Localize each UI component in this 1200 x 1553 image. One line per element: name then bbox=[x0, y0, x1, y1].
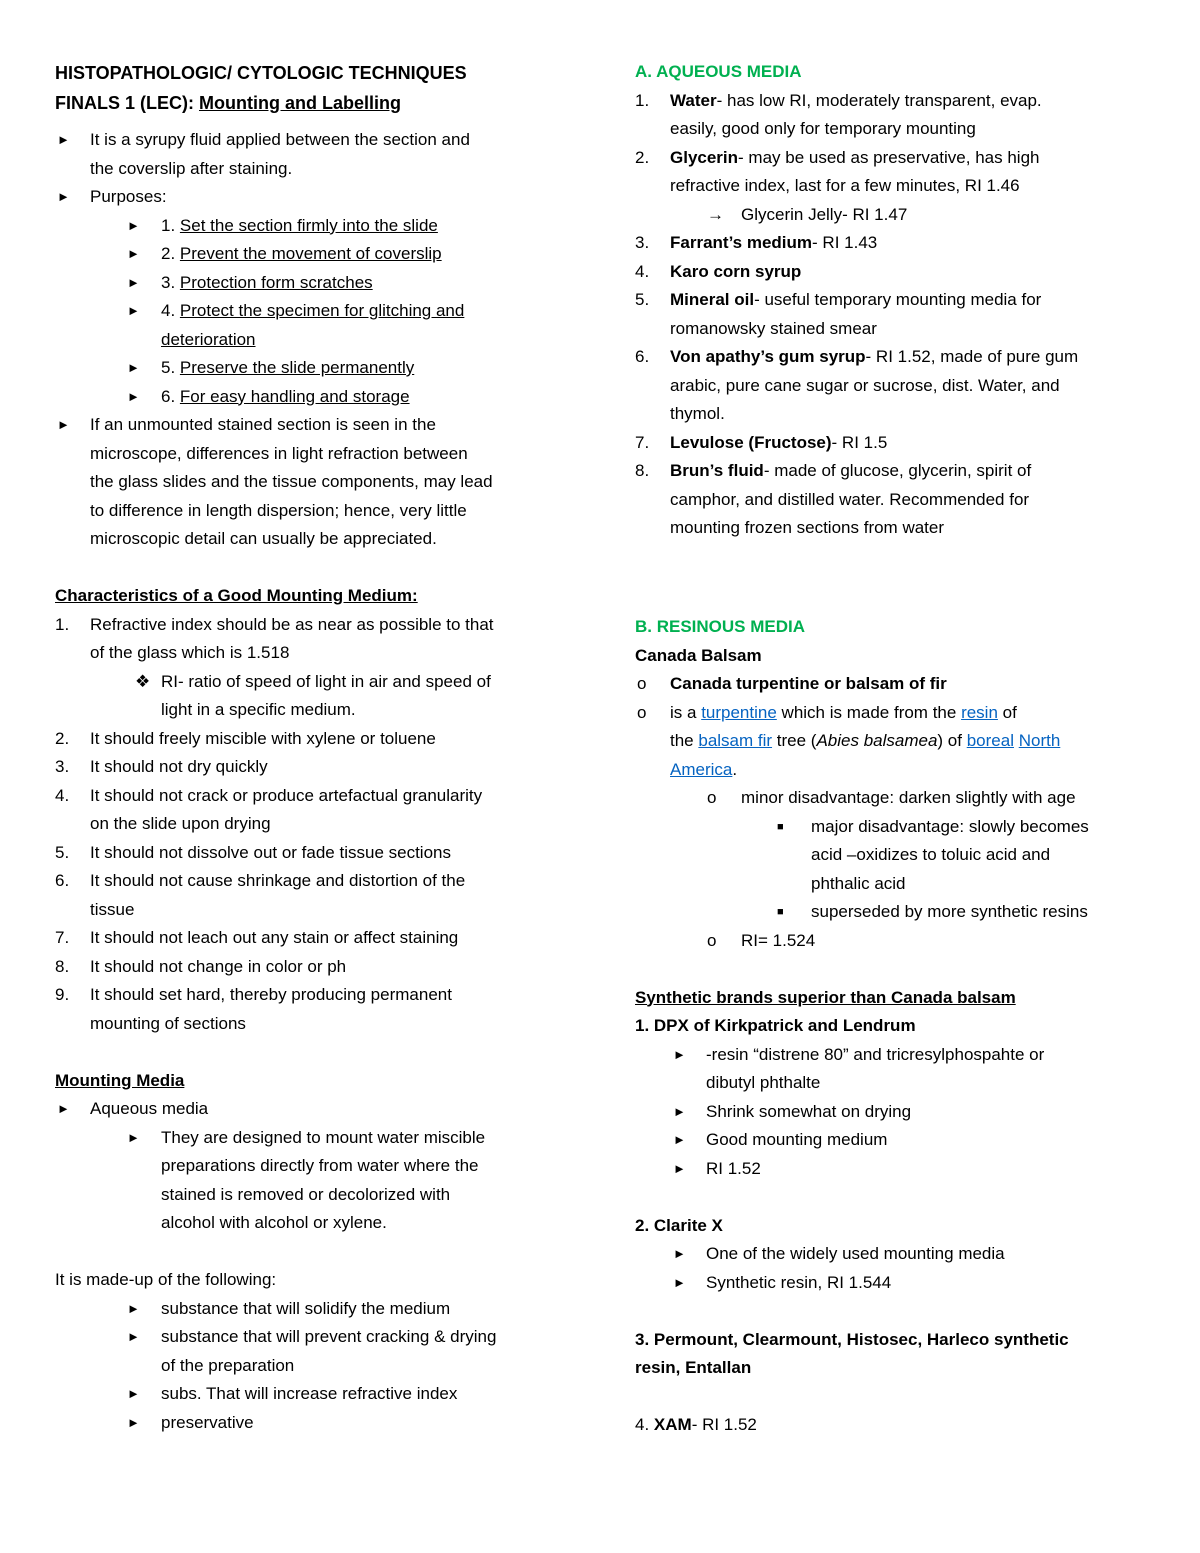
characteristics-heading: Characteristics of a Good Mounting Medium: bbox=[55, 586, 418, 605]
made-up-list bbox=[55, 1295, 565, 1438]
aqueous-item: 4. Karo corn syrup bbox=[635, 261, 802, 281]
synthetic-brands-heading: Synthetic brands superior than Canada balsam bbox=[635, 987, 1016, 1007]
resinous-media-heading: B. RESINOUS MEDIA bbox=[635, 617, 806, 636]
link-turpentine[interactable]: turpentine bbox=[701, 702, 777, 722]
link-resin[interactable]: resin bbox=[961, 702, 998, 722]
purpose-item: ► 2. Prevent the movement of coverslip bbox=[55, 240, 565, 269]
doc-title-line2: FINALS 1 (LEC): Mounting and Labelling bbox=[55, 93, 401, 113]
permount-heading: 3. Permount, Clearmount, Histosec, Harleco synthetic bbox=[635, 1329, 1069, 1349]
purpose-item: ► 1. Set the section firmly into the slide bbox=[55, 212, 565, 241]
list-item: ► RI 1.52 bbox=[635, 1155, 1145, 1184]
made-up-item: ► substance that will prevent cracking & drying bbox=[55, 1323, 565, 1352]
list-item: ► One of the widely used mounting media bbox=[635, 1240, 1145, 1269]
aqueous-item: 3. Farrant’s medium- RI 1.43 bbox=[635, 233, 878, 252]
characteristic-item: 8. It should not change in color or ph bbox=[55, 956, 347, 976]
arrow-bullet-icon: ► bbox=[127, 360, 140, 375]
characteristic-item-cont: tissue bbox=[90, 899, 135, 919]
characteristic-item-cont: mounting of sections bbox=[90, 1013, 246, 1033]
list-item: ► -resin “distrene 80” and tricresylphospahte or bbox=[635, 1041, 1145, 1070]
aqueous-item-cont: romanowsky stained smear bbox=[670, 318, 877, 338]
arrow-bullet-icon: ► bbox=[57, 132, 70, 147]
dpx-heading: 1. DPX of Kirkpatrick and Lendrum bbox=[635, 1016, 916, 1035]
characteristic-item: 6. It should not cause shrinkage and distortion of the bbox=[55, 871, 466, 890]
aqueous-item: 6. Von apathy’s gum syrup- RI 1.52, made of pure gum bbox=[635, 347, 1079, 366]
aqueous-item-cont: mounting frozen sections from water bbox=[670, 518, 945, 537]
arrow-bullet-icon: ► bbox=[57, 189, 70, 204]
made-up-item: ► subs. That will increase refractive index bbox=[55, 1380, 565, 1409]
purpose-item: ► 6. For easy handling and storage bbox=[55, 383, 565, 412]
arrow-bullet-icon: ► bbox=[127, 1386, 140, 1401]
circle-bullet-icon: o bbox=[637, 702, 647, 722]
xam-item: 4. XAM- RI 1.52 bbox=[635, 1415, 757, 1434]
link-north-america[interactable]: North bbox=[1018, 731, 1061, 750]
arrow-bullet-icon: ► bbox=[127, 246, 140, 261]
characteristic-item: 7. It should not leach out any stain or affect staining bbox=[55, 928, 459, 947]
characteristic-item: 9. It should set hard, thereby producing permanent bbox=[55, 985, 452, 1004]
clarite-heading: 2. Clarite X bbox=[635, 1215, 723, 1235]
aqueous-item-cont: easily, good only for temporary mounting bbox=[670, 119, 976, 138]
list-item: ► Good mounting medium bbox=[635, 1126, 1145, 1155]
aqueous-item: 8. Brun’s fluid- made of glucose, glycerin, spirit of bbox=[635, 461, 1032, 480]
characteristics-list bbox=[55, 725, 565, 1039]
circle-bullet-icon: o bbox=[707, 930, 717, 950]
arrow-right-icon: → bbox=[707, 204, 724, 224]
mounting-media-heading: Mounting Media bbox=[55, 1070, 185, 1090]
circle-bullet-icon: o bbox=[707, 788, 717, 807]
list-item: ► Synthetic resin, RI 1.544 bbox=[635, 1269, 1145, 1298]
arrow-bullet-icon: ► bbox=[127, 388, 140, 404]
left-column: HISTOPATHOLOGIC/ CYTOLOGIC TECHNIQUES FINALS 1 (LEC): Mounting and Labelling ► It is a syrupy fluid applied between the section and the coverslip after staining. ► Purposes: ► 1. Set the section firmly into the slide ► 2. Prevent the movement of coverslip ► 3. Protection form scratches ► 4. Protect the specimen for glitching and deterioration ► 5. Preserve the slide permanently ► 6. For easy handling and storage ► If an unmounted stained section is seen in the microscope, differences in light refraction between the glass slides and the tissue components, may lead to difference in length dispersion; hence, very little microscopic detail can usually be appreciated. Characteristics of a Good Mounting Medium: 1. Refractive index should be as near as possible to that of the glass which is 1.518 ❖ RI- ratio of speed of light in air and speed of light in a specific medium. 2. It should freely miscible with xylene or toluene 3. It should not dry quickly 4. It should not crack or produce artefactual granularity on the slide upon drying 5. It should not dissolve out or fade tissue sections 6. It should not cause shrinkage and distortion of the tissue 7. It should not leach out any stain or affect staining 8. It should not change in color or ph 9. It should set hard, thereby producing permanent mounting of sections Mounting Media ► Aqueous media ► They are designed to mount water miscible preparations directly from water where the stained is removed or decolorized with alcohol with alcohol or xylene. It is made-up of the following: ► substance that will solidify the medium ► substance that will prevent cracking & drying of the preparation ► subs. That will increase refractive index ► preservative bbox=[55, 58, 565, 1437]
link-balsam-fir[interactable]: balsam fir bbox=[698, 731, 773, 750]
list-item: ► Shrink somewhat on drying bbox=[635, 1098, 1145, 1127]
aqueous-item: 7. Levulose (Fructose)- RI 1.5 bbox=[635, 432, 888, 452]
purpose-item: ► 3. Protection form scratches bbox=[55, 269, 565, 298]
square-bullet-icon: ■ bbox=[777, 820, 784, 833]
purpose-item: ► 4. Protect the specimen for glitching and bbox=[55, 297, 565, 326]
aqueous-item-cont: camphor, and distilled water. Recommended for bbox=[670, 489, 1030, 509]
aqueous-item-cont: arabic, pure cane sugar or sucrose, dist. Water, and bbox=[670, 375, 1060, 395]
aqueous-item: 1. Water- has low RI, moderately transparent, evap. bbox=[635, 90, 1042, 110]
purpose-item: ► 5. Preserve the slide permanently bbox=[55, 354, 565, 383]
link-america[interactable]: America bbox=[670, 759, 733, 779]
arrow-bullet-icon: ► bbox=[127, 303, 140, 318]
arrow-bullet-icon: ► bbox=[673, 1160, 686, 1176]
arrow-bullet-icon: ► bbox=[673, 1103, 686, 1119]
arrow-bullet-icon: ► bbox=[127, 217, 140, 233]
diamond-bullet-icon: ❖ bbox=[135, 671, 151, 691]
purposes-list bbox=[55, 212, 565, 412]
aqueous-media-list bbox=[635, 87, 1145, 543]
aqueous-item: 5. Mineral oil- useful temporary mounting media for bbox=[635, 290, 1042, 309]
dpx-list bbox=[635, 1041, 1145, 1184]
link-boreal[interactable]: boreal bbox=[966, 731, 1014, 750]
purposes-label: ► Purposes: bbox=[55, 183, 565, 212]
circle-bullet-icon: o bbox=[637, 674, 647, 693]
characteristic-item: 2. It should freely miscible with xylene or toluene bbox=[55, 728, 436, 748]
arrow-bullet-icon: ► bbox=[127, 1329, 140, 1344]
characteristic-item: 5. It should not dissolve out or fade tissue sections bbox=[55, 842, 451, 862]
arrow-bullet-icon: ► bbox=[57, 417, 70, 432]
right-column: A. AQUEOUS MEDIA 1. Water- has low RI, moderately transparent, evap. easily, good only for temporary mounting 2. Glycerin- may be used as preservative, has high refractive index, last for a few minutes, RI 1.46 → Glycerin Jelly- RI 1.47 3. Farrant’s medium- RI 1.43 4. Karo corn syrup 5. Mineral oil- useful temporary mounting media for romanowsky stained smear 6. Von apathy’s gum syrup- RI 1.52, made of pure gum arabic, pure cane sugar or sucrose, dist. Water, and thymol. 7. Levulose (Fructose)- RI 1.5 8. Brun’s fluid- made of glucose, glycerin, spirit of camphor, and distilled water. Recommended for mounting frozen sections from water B. RESINOUS MEDIA Canada Balsam o Canada turpentine or balsam of fir o is a turpentine which is made from the resin of the balsam fir tree (Abies balsamea) of boreal North America. o minor disadvantage: darken slightly with age ■ major disadvantage: slowly becomes acid –oxidizes to toluic acid and phthalic acid ■ superseded by more synthetic resins o RI= 1.524 Synthetic brands superior than Canada balsam 1. DPX of Kirkpatrick and Lendrum ► -resin “distrene 80” and tricresylphospahte or dibutyl phthalte ► Shrink somewhat on drying ► Good mounting medium ► RI 1.52 2. Clarite X ► One of the widely used mounting media ► Synthetic resin, RI 1.544 3. Permount, Clearmount, Histosec, Harleco synthetic resin, Entallan 4. XAM- RI 1.52 bbox=[635, 58, 1145, 1440]
arrow-bullet-icon: ► bbox=[127, 1300, 140, 1316]
made-up-item-cont: of the preparation bbox=[161, 1355, 295, 1375]
aqueous-item: 2. Glycerin- may be used as preservative, has high bbox=[635, 147, 1040, 167]
list-item-cont: dibutyl phthalte bbox=[706, 1073, 821, 1092]
arrow-bullet-icon: ► bbox=[127, 1414, 140, 1430]
intro-bullet: ► It is a syrupy fluid applied between the section and the coverslip after staining. bbox=[55, 126, 565, 183]
characteristic-item: 4. It should not crack or produce artefactual granularity bbox=[55, 785, 483, 805]
aqueous-media-heading: A. AQUEOUS MEDIA bbox=[635, 62, 802, 81]
made-up-item: ► preservative bbox=[55, 1409, 565, 1438]
canada-balsam-heading: Canada Balsam bbox=[635, 645, 762, 665]
arrow-bullet-icon: ► bbox=[673, 1046, 686, 1062]
unmounted-bullet: ► If an unmounted stained section is seen in the microscope, differences in light refraction between the glass slides and the tissue components, may lead to difference in length dispersion; hence, very little microscopic detail can usually be appreciated. bbox=[55, 411, 565, 554]
made-up-label: It is made-up of the following: bbox=[55, 1270, 277, 1289]
arrow-bullet-icon: ► bbox=[127, 1129, 140, 1145]
made-up-item: ► substance that will solidify the medium bbox=[55, 1295, 565, 1324]
arrow-bullet-icon: ► bbox=[57, 1101, 70, 1116]
glycerin-jelly-item: → Glycerin Jelly- RI 1.47 bbox=[635, 201, 1145, 230]
characteristic-item-cont: on the slide upon drying bbox=[90, 814, 271, 833]
arrow-bullet-icon: ► bbox=[127, 274, 140, 290]
aqueous-item-cont: refractive index, last for a few minutes, RI 1.46 bbox=[670, 176, 1020, 195]
clarite-list bbox=[635, 1240, 1145, 1297]
purpose-item-cont: deterioration bbox=[161, 329, 256, 349]
square-bullet-icon: ■ bbox=[777, 906, 784, 918]
characteristic-item: 3. It should not dry quickly bbox=[55, 757, 268, 776]
aqueous-item-cont: thymol. bbox=[670, 404, 725, 423]
arrow-bullet-icon: ► bbox=[673, 1246, 686, 1261]
arrow-bullet-icon: ► bbox=[673, 1274, 686, 1290]
doc-title-line1: HISTOPATHOLOGIC/ CYTOLOGIC TECHNIQUES bbox=[55, 63, 467, 83]
arrow-bullet-icon: ► bbox=[673, 1132, 686, 1147]
